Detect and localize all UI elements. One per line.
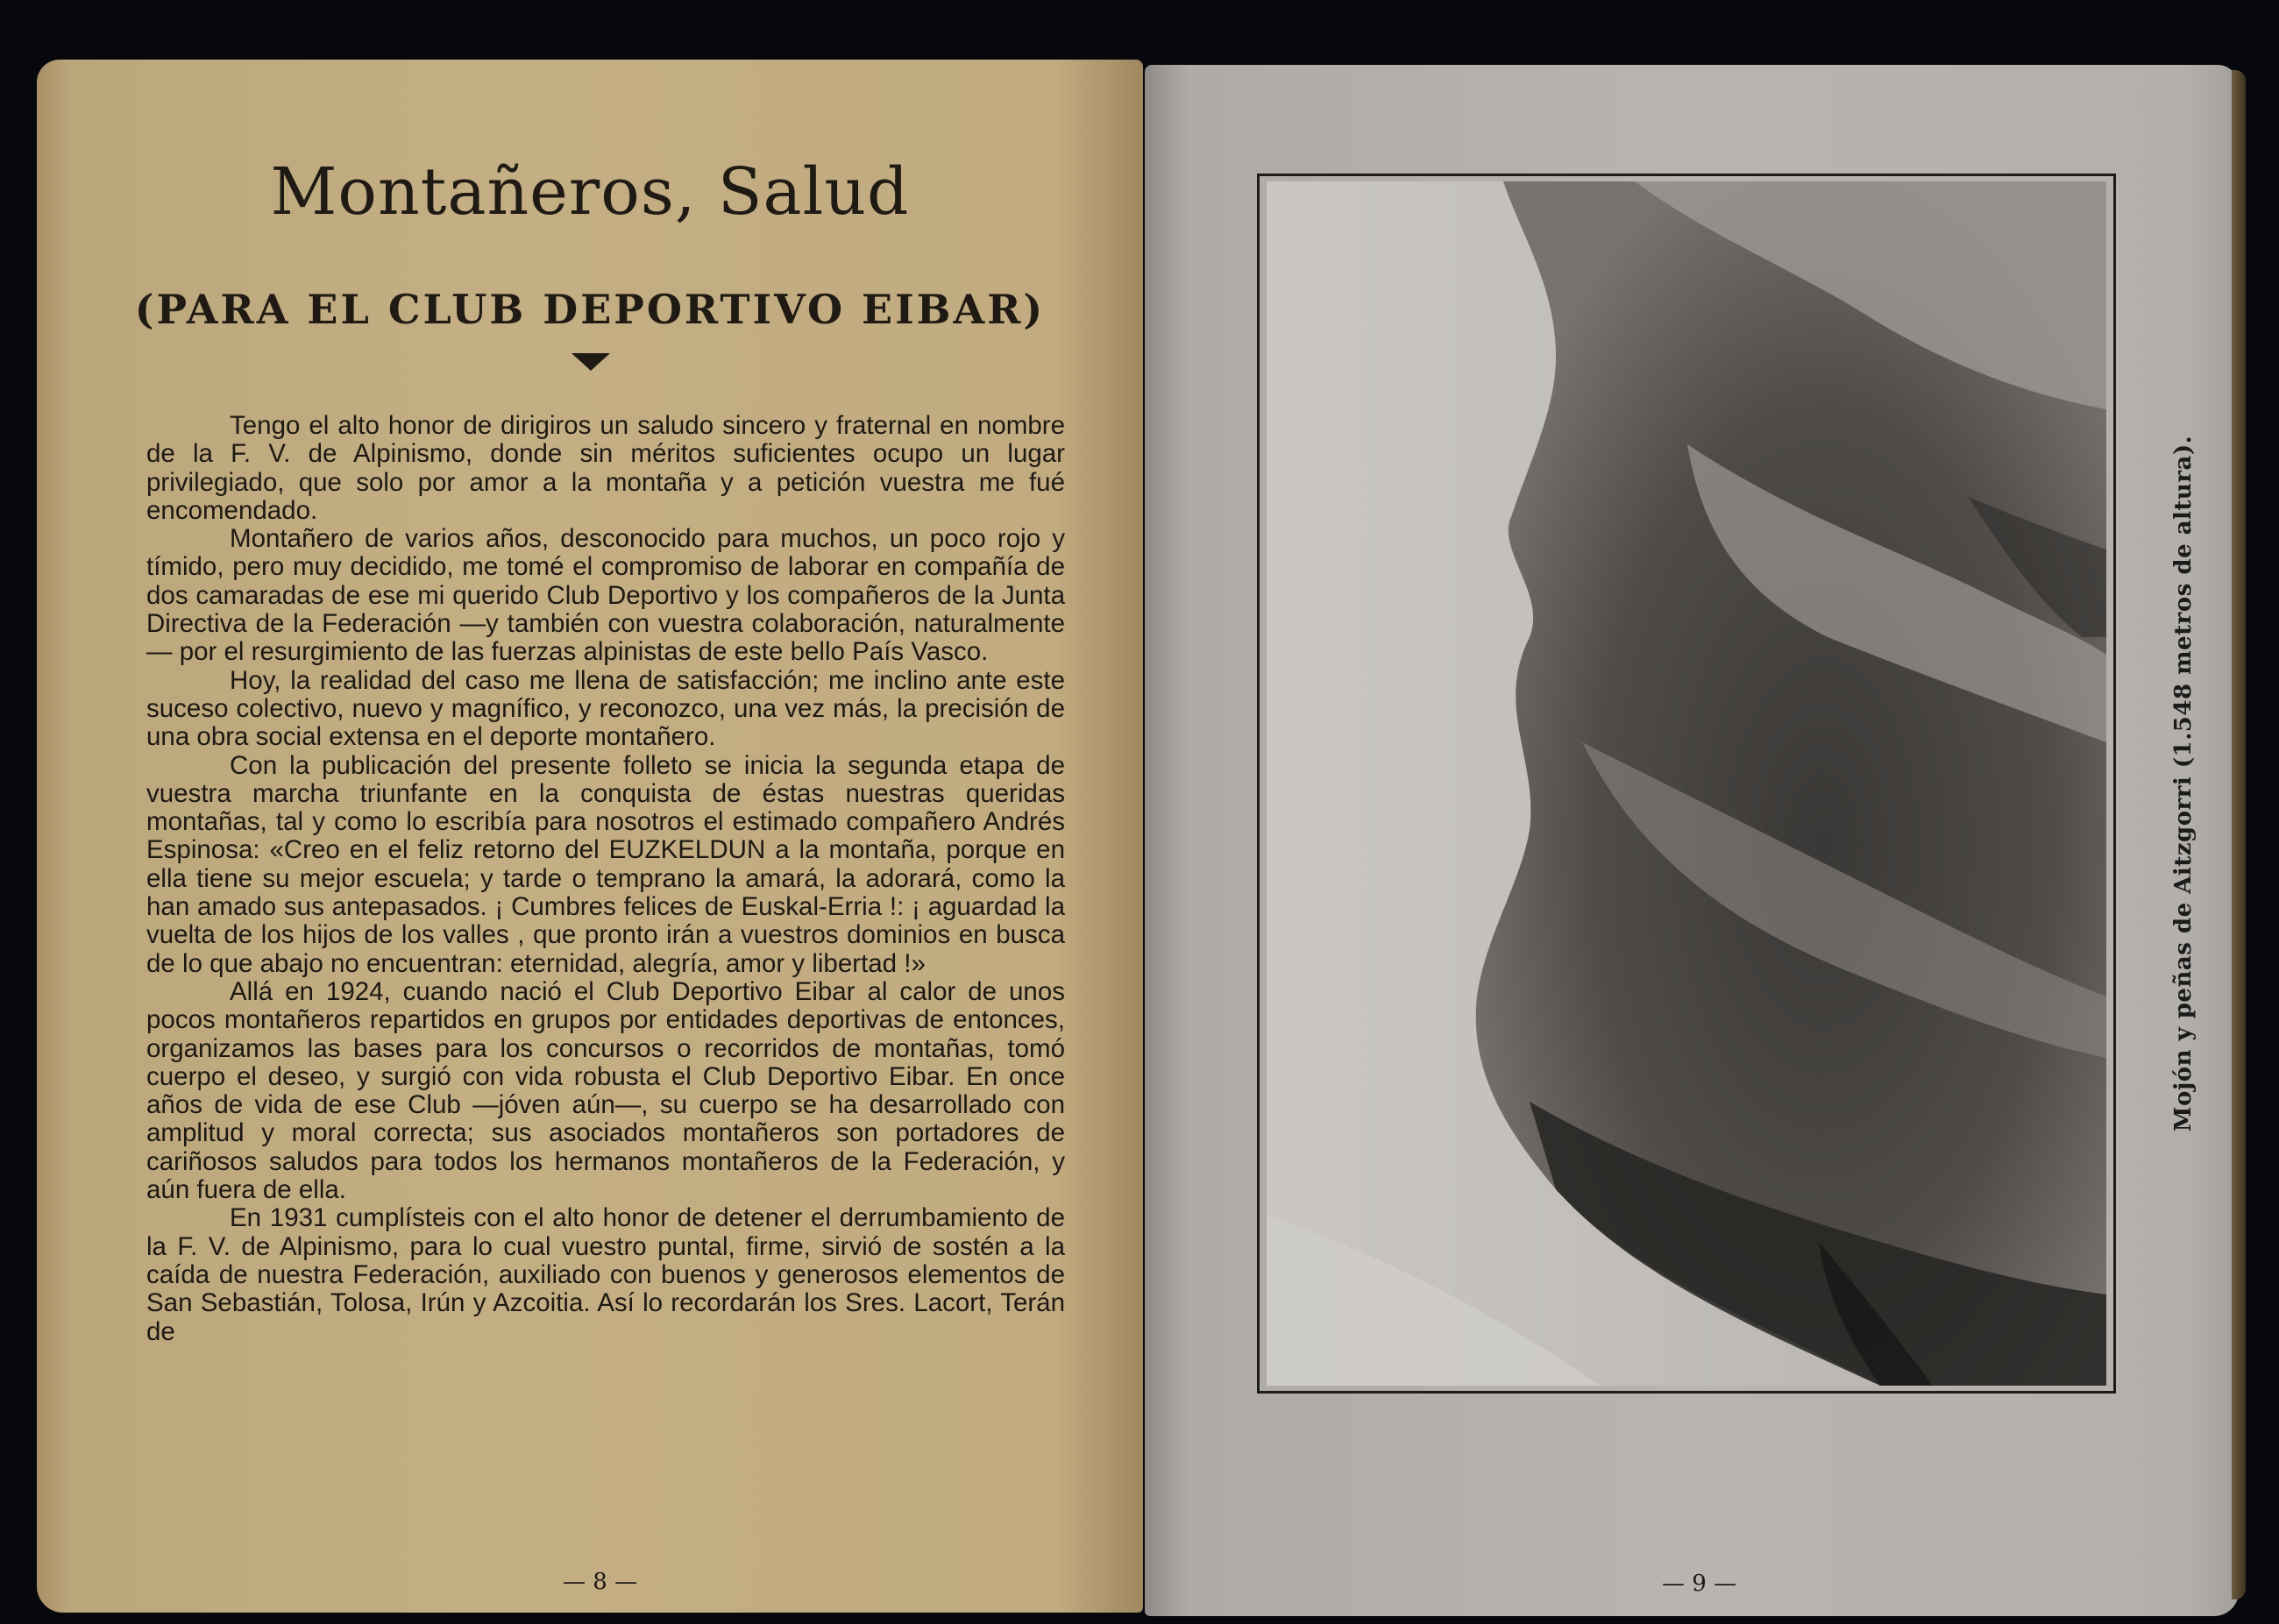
page-number: — 9 — bbox=[1662, 1571, 1737, 1597]
photo-caption: Mojón y peñas de Aitzgorri (1.548 metros de altura). bbox=[2170, 435, 2197, 1132]
triangle-ornament-icon bbox=[572, 353, 610, 371]
article-body bbox=[146, 412, 1065, 1346]
paragraph: Allá en 1924, cuando nació el Club Deportivo Eibar al calor de unos pocos montañeros repartidos en grupos por entidades deportivas de entonces, organizamos las bases para los concursos o recorridos de montañas, tomó cuerpo el deseo, y surgió con vida robusta el Club Deportivo Eibar. En once años de vida de ese Club —jóven aún—, su cuerpo se ha desarrollado con amplitud y moral correcta; sus asociados montañeros son portadores de cariñosos saludos para todos los hermanos montañeros de la Federación, y aún fuera de ella. bbox=[146, 976, 1065, 1205]
paragraph: En 1931 cumplísteis con el alto honor de detener el derrumbamiento de la F. V. de Alpinismo, para lo cual vuestro puntal, firme, sirvió de sostén a la caída de nuestra Federación, auxiliado con buenos y generosos elementos de San Sebastián, Tolosa, Irún y Azcoitia. Así lo recordarán los Sres. Lacort, Terán de bbox=[146, 1203, 1065, 1346]
rock-photo-illustration bbox=[1267, 181, 2106, 1386]
mountain-photo bbox=[1257, 174, 2116, 1394]
left-page bbox=[37, 60, 1143, 1613]
page-number: — 8 — bbox=[563, 1569, 638, 1595]
page-title: Montañeros, Salud bbox=[270, 154, 910, 230]
paragraph: Con la publicación del presente folleto se inicia la segunda etapa de vuestra marcha triunfante en la conquista de éstas nuestras queridas montañas, tal y como lo escribía para nosotros el estimado compañero Andrés Espinosa: «Creo en el feliz retorno del EUZKELDUN a la montaña, porque en ella tiene su mejor escuela; y tarde o temprano la amará, la adorará, como la han amado sus antepasados. ¡ Cumbres felices de Euskal-Erria !: ¡ aguardad la vuelta de los hijos de los valles , que pronto irán a vuestros dominios en busca de lo que abajo no encuentran: eternidad, alegría, amor y libertad !» bbox=[146, 750, 1065, 978]
page-subtitle: (PARA EL CLUB DEPORTIVO EIBAR) bbox=[134, 286, 1046, 333]
paragraph: Montañero de varios años, desconocido para muchos, un poco rojo y tímido, pero muy decidido, me tomé el compromiso de laborar en compañía de dos camaradas de ese mi querido Club Deportivo y los compañeros de la Junta Directiva de la Federación —y también con vuestra colaboración, naturalmente— por el resurgimiento de las fuerzas alpinistas de este bello País Vasco. bbox=[146, 524, 1065, 667]
booklet-edge bbox=[2232, 70, 2246, 1599]
paragraph: Hoy, la realidad del caso me llena de satisfacción; me inclino ante este suceso colectivo, nuevo y magnífico, y reconozco, una vez más, la precisión de una obra social extensa en el deporte montañero. bbox=[146, 665, 1065, 752]
right-page bbox=[1145, 65, 2239, 1616]
paragraph: Tengo el alto honor de dirigiros un saludo sincero y fraternal en nombre de la F. V. de Alpinismo, donde sin méritos suficientes ocupo un lugar privilegiado, que solo por amor a la montaña y a petición vuestra me fué encomendado. bbox=[146, 411, 1065, 525]
